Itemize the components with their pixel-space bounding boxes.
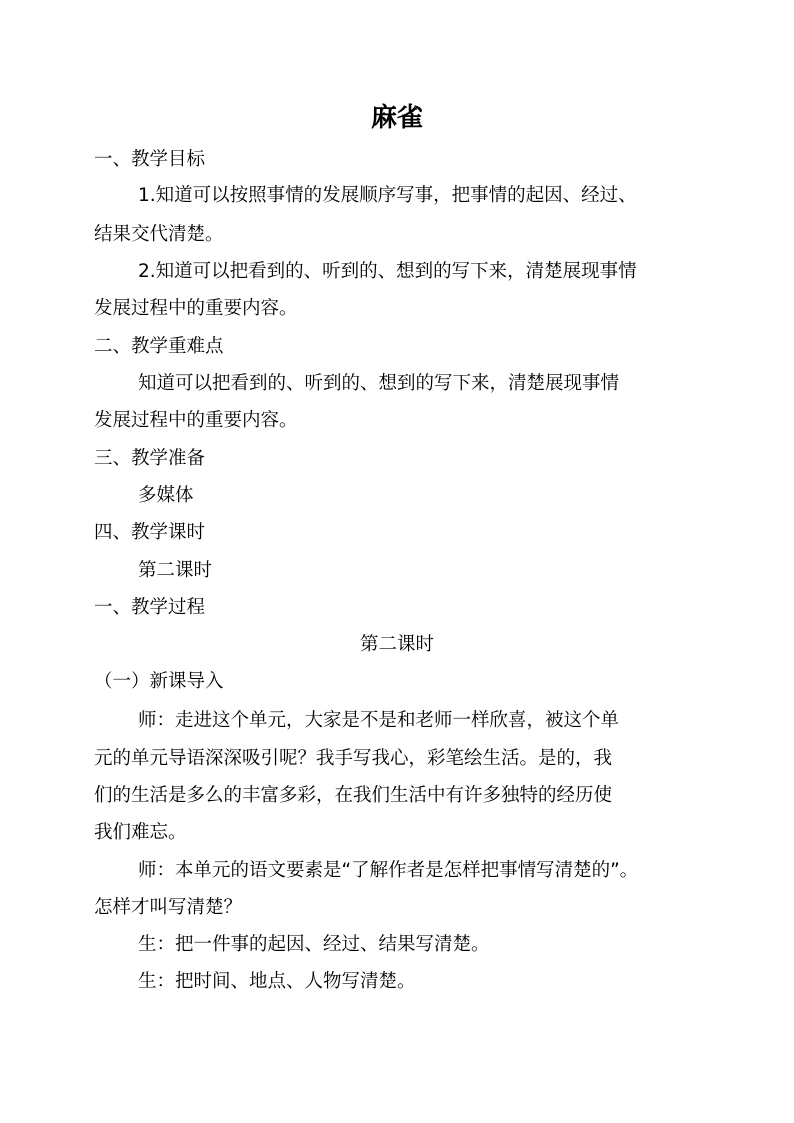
- paragraph-4: 生：把时间、地点、人物写清楚。: [138, 971, 416, 992]
- section-heading-key-points: 二、教学重难点: [94, 336, 224, 357]
- paragraph-1-line-2: 元的单元导语深深吸引呢？我手写我心，彩笔绘生活。是的，我: [94, 748, 613, 769]
- paragraph-3: 生：把一件事的起因、经过、结果写清楚。: [138, 934, 490, 955]
- preparation-item: 多媒体: [138, 485, 194, 506]
- page-title: 麻雀: [370, 103, 423, 133]
- process-subtitle: 第二课时: [359, 634, 434, 655]
- lesson-time-item: 第二课时: [138, 560, 213, 581]
- objective-1-line-1: 1.知道可以按照事情的发展顺序写事，把事情的起因、经过、: [138, 185, 637, 206]
- objective-1-line-2: 结果交代清楚。: [94, 224, 224, 245]
- subsection-heading-intro: （一）新课导入: [94, 671, 224, 692]
- key-points-line-1: 知道可以把看到的、听到的、想到的写下来，清楚展现事情: [138, 373, 620, 394]
- paragraph-2-line-1: 师：本单元的语文要素是“了解作者是怎样把事情写清楚的”。: [138, 860, 639, 881]
- section-heading-lesson-time: 四、教学课时: [94, 522, 206, 543]
- objective-2-line-1: 2.知道可以把看到的、听到的、想到的写下来，清楚展现事情: [138, 261, 637, 282]
- key-points-line-2: 发展过程中的重要内容。: [94, 410, 298, 431]
- section-heading-process: 一、教学过程: [94, 597, 206, 618]
- paragraph-1-line-1: 师：走进这个单元，大家是不是和老师一样欣喜，被这个单: [138, 710, 620, 731]
- paragraph-2-line-2: 怎样才叫写清楚？: [94, 897, 243, 918]
- paragraph-1-line-4: 我们难忘。: [94, 822, 187, 843]
- section-heading-objectives: 一、教学目标: [94, 149, 206, 170]
- section-heading-preparation: 三、教学准备: [94, 448, 206, 469]
- objective-2-line-2: 发展过程中的重要内容。: [94, 298, 298, 319]
- paragraph-1-line-3: 们的生活是多么的丰富多彩，在我们生活中有许多独特的经历使: [94, 785, 613, 806]
